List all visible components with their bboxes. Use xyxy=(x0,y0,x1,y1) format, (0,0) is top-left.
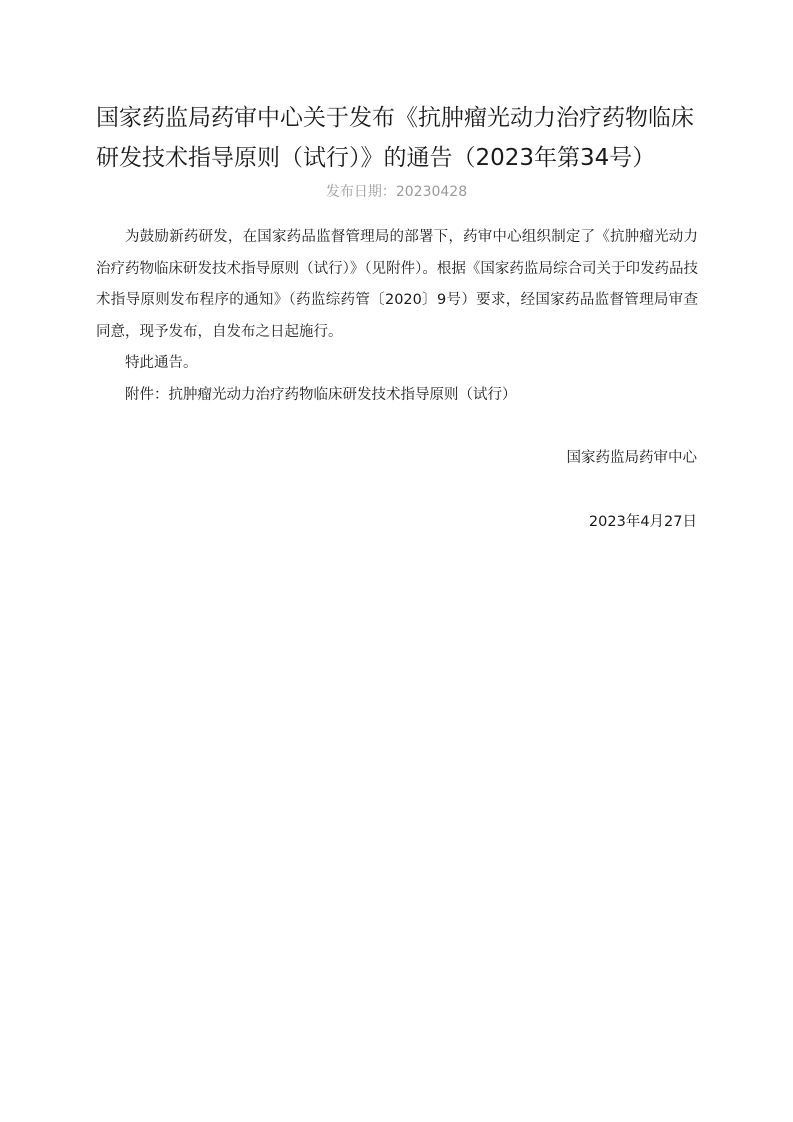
body-paragraph-attachment[interactable]: 附件：抗肿瘤光动力治疗药物临床研发技术指导原则（试行） xyxy=(125,386,517,403)
document-title: 国家药监局药审中心关于发布《抗肿瘤光动力治疗药物临床研发技术指导原则（试行）》的通告（2023年第34号） xyxy=(96,105,694,171)
publish-date: 发布日期：20230428 xyxy=(325,184,468,200)
signature-date: 2023年4月27日 xyxy=(588,514,697,530)
body-paragraph-intro: 为鼓励新药研发，在国家药品监督管理局的部署下，药审中心组织制定了《抗肿瘤光动力治疗药物临床研发技术指导原则（试行）》（见附件）。根据《国家药监局综合司关于印发药品技术指导原则发布程序的通知》（药监综药管〔2020〕9号）要求，经国家药品监督管理局审查同意，现予发布，自发布之日起施行。 xyxy=(96,229,698,340)
body-paragraph-notice: 特此通告。 xyxy=(125,355,198,371)
signature-organization: 国家药监局药审中心 xyxy=(566,450,697,466)
document-body xyxy=(96,222,698,411)
